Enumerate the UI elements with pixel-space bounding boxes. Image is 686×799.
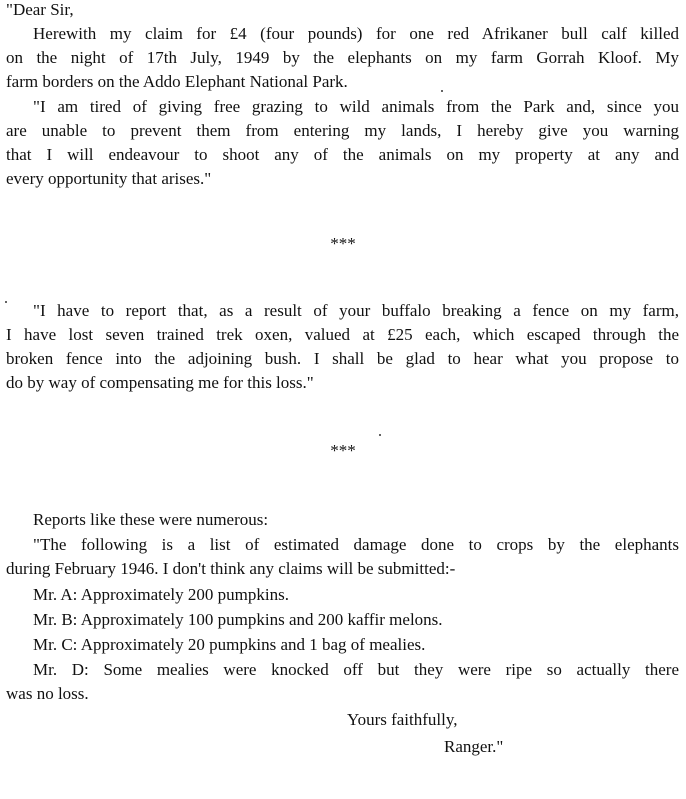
paragraph-intro: Reports like these were numerous: — [33, 510, 269, 529]
paragraph-line: do by way of compensating me for this loss." — [6, 373, 314, 392]
valediction: Yours faithfully, — [347, 710, 458, 729]
paragraph-line: "I am tired of giving free grazing to wild animals from the Park and, since you — [33, 97, 679, 116]
paragraph-line: every opportunity that arises." — [6, 169, 212, 188]
scan-speck — [441, 90, 443, 92]
scan-speck — [5, 301, 7, 303]
paragraph-line: "I have to report that, as a result of your buffalo breaking a fence on my farm, — [33, 301, 679, 320]
list-item: Mr. D: Some mealies were knocked off but they were ripe so actually there — [33, 660, 679, 679]
paragraph-line: "The following is a list of estimated damage done to crops by the elephants — [33, 535, 679, 554]
list-item-continuation: was no loss. — [6, 684, 89, 703]
list-item: Mr. A: Approximately 200 pumpkins. — [33, 585, 289, 604]
list-item: Mr. C: Approximately 20 pumpkins and 1 bag of mealies. — [33, 635, 426, 654]
scan-speck — [379, 434, 381, 436]
paragraph-line: Herewith my claim for £4 (four pounds) for one red Afrikaner bull calf killed — [33, 24, 679, 43]
paragraph-line: that I will endeavour to shoot any of the animals on my property at any and — [6, 145, 679, 164]
paragraph-line: I have lost seven trained trek oxen, valued at £25 each, which escaped through the — [6, 325, 679, 344]
list-item: Mr. B: Approximately 100 pumpkins and 200 kaffir melons. — [33, 610, 443, 629]
paragraph-line: during February 1946. I don't think any claims will be submitted:- — [6, 559, 456, 578]
paragraph-line: are unable to prevent them from entering my lands, I hereby give you warning — [6, 121, 679, 140]
paragraph-line: on the night of 17th July, 1949 by the elephants on my farm Gorrah Kloof. My — [6, 48, 679, 67]
section-separator: *** — [330, 234, 356, 253]
section-separator: *** — [330, 441, 356, 460]
signature: Ranger." — [444, 737, 504, 756]
paragraph-line: farm borders on the Addo Elephant National Park. — [6, 72, 348, 91]
salutation: "Dear Sir, — [6, 0, 74, 19]
paragraph-line: broken fence into the adjoining bush. I shall be glad to hear what you propose to — [6, 349, 679, 368]
